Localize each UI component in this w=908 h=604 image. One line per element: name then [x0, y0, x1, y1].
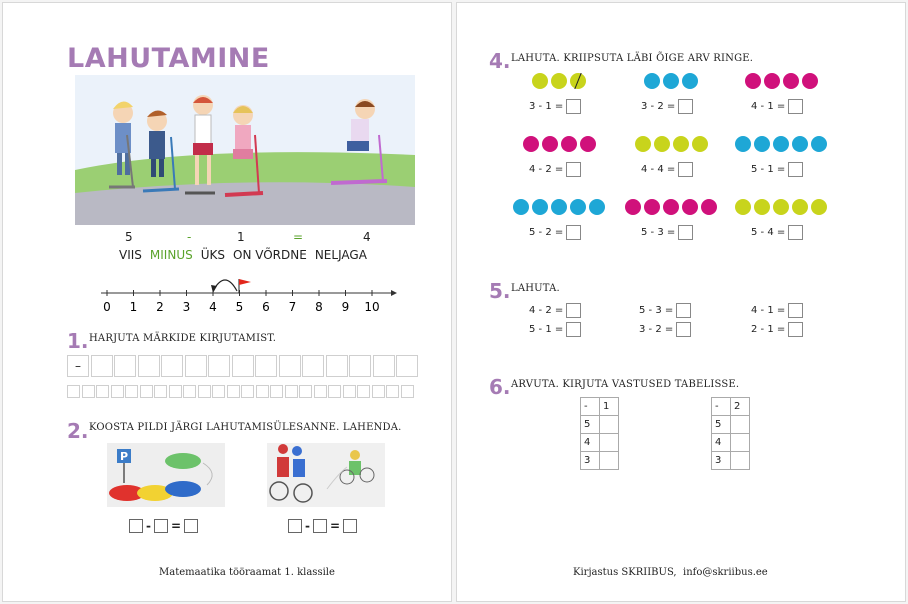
eq-digit-4: 4 [363, 230, 371, 244]
answer-box[interactable] [788, 303, 803, 318]
counting-dot[interactable] [792, 136, 808, 152]
eq-minus: - [187, 230, 192, 244]
subtraction-expression [529, 99, 581, 114]
counting-dot[interactable] [682, 199, 698, 215]
counting-dot[interactable] [532, 199, 548, 215]
task-5-number: 5. [489, 279, 511, 303]
writing-cell-small[interactable] [285, 385, 298, 398]
answer-box[interactable] [788, 225, 803, 240]
writing-cell[interactable]: – [67, 355, 89, 377]
answer-box[interactable] [343, 519, 357, 533]
subtraction-expression [529, 303, 581, 318]
counting-dot[interactable] [635, 136, 651, 152]
subtraction-expression [639, 322, 691, 337]
writing-cell[interactable] [302, 355, 324, 377]
counting-dot[interactable] [764, 73, 780, 89]
writing-cell-small[interactable] [256, 385, 269, 398]
numberline-label: 1 [129, 300, 138, 314]
counting-dot[interactable] [692, 136, 708, 152]
answer-box[interactable] [566, 162, 581, 177]
counting-dot[interactable] [673, 136, 689, 152]
counting-dot[interactable] [663, 73, 679, 89]
word-neljaga: NELJAGA [314, 248, 367, 262]
table-answer-cell[interactable] [731, 434, 750, 452]
counting-dot[interactable] [682, 73, 698, 89]
counting-dot[interactable] [551, 73, 567, 89]
answer-box[interactable] [788, 99, 803, 114]
writing-cell-small[interactable] [212, 385, 225, 398]
writing-cell-small[interactable] [154, 385, 167, 398]
dot-group [625, 199, 720, 215]
numberline-label: 4 [209, 300, 217, 314]
dot-group [745, 73, 821, 89]
expression-text: 4 - 2 = [529, 164, 564, 175]
writing-cell-small[interactable] [372, 385, 385, 398]
right-page [456, 2, 906, 602]
expression-text: 3 - 2 = [641, 101, 676, 112]
task-4-text: LAHUTA. KRIIPSUTA LÄBI ÕIGE ARV RINGE. [511, 53, 754, 64]
table-operator: - [712, 398, 731, 416]
counting-dot[interactable] [811, 136, 827, 152]
writing-cell[interactable] [232, 355, 254, 377]
subtraction-expression [751, 162, 803, 177]
parked-cars-picture [107, 443, 225, 507]
dot-group [635, 136, 711, 152]
parking-sign-letter: P [119, 450, 129, 463]
counting-dot[interactable] [570, 73, 586, 89]
writing-cell[interactable] [138, 355, 160, 377]
minus-sign: - [305, 519, 310, 533]
writing-cell-small[interactable] [357, 385, 370, 398]
table-subtrahend: 1 [600, 398, 619, 416]
dot-group [735, 136, 830, 152]
writing-cell[interactable] [326, 355, 348, 377]
left-footer: Matemaatika tööraamat 1. klassile [159, 567, 335, 578]
table-minuend: 3 [581, 452, 600, 470]
counting-dot[interactable] [754, 136, 770, 152]
subtraction-expression [639, 303, 691, 318]
writing-cell[interactable] [396, 355, 418, 377]
answer-box[interactable] [566, 225, 581, 240]
task-2-answer-left [129, 519, 198, 533]
cyclists-picture [267, 443, 385, 507]
numberline-label: 2 [156, 300, 164, 314]
table-minuend: 5 [712, 416, 731, 434]
table-operator: - [581, 398, 600, 416]
expression-text: 5 - 3 = [639, 305, 674, 316]
answer-box[interactable] [676, 303, 691, 318]
writing-cell-small[interactable] [299, 385, 312, 398]
counting-dot[interactable] [701, 199, 717, 215]
subtraction-expression [751, 303, 803, 318]
counting-dot[interactable] [773, 199, 789, 215]
task-6-text: ARVUTA. KIRJUTA VASTUSED TABELISSE. [511, 379, 740, 390]
word-on-vordne: ON VÕRDNE [233, 248, 307, 262]
writing-cell[interactable] [161, 355, 183, 377]
writing-cell-small[interactable] [169, 385, 182, 398]
task-4-number: 4. [489, 49, 511, 73]
writing-cell[interactable] [114, 355, 136, 377]
task-1-text: HARJUTA MÄRKIDE KIRJUTAMIST. [89, 333, 277, 344]
counting-dot[interactable] [580, 136, 596, 152]
numberline-label: 3 [182, 300, 191, 314]
counting-dot[interactable] [570, 199, 586, 215]
writing-cell-small[interactable] [241, 385, 254, 398]
equation-words [119, 248, 367, 262]
counting-dot[interactable] [735, 199, 751, 215]
counting-dot[interactable] [542, 136, 558, 152]
answer-box[interactable] [788, 322, 803, 337]
publisher: Kirjastus SKRIIBUS, [573, 567, 677, 578]
writing-cell-small[interactable] [183, 385, 196, 398]
counting-dot[interactable] [523, 136, 539, 152]
writing-cell-small[interactable] [125, 385, 138, 398]
task-5-text: LAHUTA. [511, 283, 560, 294]
writing-cell-small[interactable] [314, 385, 327, 398]
writing-cell[interactable] [255, 355, 277, 377]
eq-equals: = [293, 230, 304, 244]
strike-mark [570, 73, 586, 89]
word-uks: ÜKS [200, 248, 225, 262]
writing-cell-small[interactable] [227, 385, 240, 398]
counting-dot[interactable] [663, 199, 679, 215]
writing-cell[interactable] [208, 355, 230, 377]
table-minuend: 5 [581, 416, 600, 434]
writing-cell-small[interactable] [198, 385, 211, 398]
expression-text: 3 - 1 = [529, 101, 564, 112]
expression-text: 2 - 1 = [751, 324, 786, 335]
counting-dot[interactable] [625, 199, 641, 215]
writing-cell-small[interactable] [386, 385, 399, 398]
answer-box[interactable] [154, 519, 168, 533]
writing-cell-small[interactable] [328, 385, 341, 398]
answer-box[interactable] [129, 519, 143, 533]
numberline-label: 6 [262, 300, 270, 314]
subtraction-expression [751, 225, 803, 240]
answer-box[interactable] [566, 303, 581, 318]
subtraction-expression [529, 225, 581, 240]
counting-dot[interactable] [783, 73, 799, 89]
counting-dot[interactable] [644, 199, 660, 215]
table-answer-cell[interactable] [600, 452, 619, 470]
writing-cell[interactable] [91, 355, 113, 377]
subtraction-table [580, 397, 619, 470]
subtraction-expression [751, 99, 803, 114]
expression-text: 3 - 2 = [639, 324, 674, 335]
answer-box[interactable] [566, 322, 581, 337]
counting-dot[interactable] [513, 199, 529, 215]
counting-dot[interactable] [792, 199, 808, 215]
minus-sign: - [146, 519, 151, 533]
children-on-scooters-illustration [75, 75, 415, 225]
subtraction-expression [641, 162, 693, 177]
writing-cell-small[interactable] [140, 385, 153, 398]
counting-dot[interactable] [532, 73, 548, 89]
table-minuend: 3 [712, 452, 731, 470]
table-minuend: 4 [712, 434, 731, 452]
table-answer-cell[interactable] [731, 416, 750, 434]
numberline-label: 10 [364, 300, 380, 314]
word-miinus: MIINUS [149, 248, 193, 262]
writing-cell[interactable] [279, 355, 301, 377]
writing-cell-small[interactable] [401, 385, 414, 398]
word-viis: VIIS [119, 248, 142, 262]
equation-digits [125, 230, 371, 244]
writing-cell-small[interactable] [67, 385, 80, 398]
dot-group [644, 73, 701, 89]
subtraction-expression [529, 322, 581, 337]
expression-text: 4 - 1 = [751, 101, 786, 112]
expression-text: 5 - 2 = [529, 227, 564, 238]
counting-dot[interactable] [745, 73, 761, 89]
answer-box[interactable] [678, 162, 693, 177]
dot-group [513, 199, 608, 215]
left-page [2, 2, 452, 602]
expression-text: 5 - 1 = [751, 164, 786, 175]
writing-cell[interactable] [349, 355, 371, 377]
counting-dot[interactable] [589, 199, 605, 215]
counting-dot[interactable] [811, 199, 827, 215]
numberline-label: 9 [341, 300, 350, 314]
writing-cell-small[interactable] [96, 385, 109, 398]
task-2-text: KOOSTA PILDI JÄRGI LAHUTAMISÜLESANNE. LAHENDA. [89, 422, 402, 433]
expression-text: 4 - 4 = [641, 164, 676, 175]
answer-box[interactable] [313, 519, 327, 533]
dot-group [523, 136, 599, 152]
numberline-label: 0 [103, 300, 111, 314]
eq-digit-5: 5 [125, 230, 133, 244]
subtraction-expression [529, 162, 581, 177]
subtraction-expression [641, 99, 693, 114]
counting-dot[interactable] [773, 136, 789, 152]
counting-dot[interactable] [654, 136, 670, 152]
counting-dot[interactable] [561, 136, 577, 152]
expression-text: 5 - 1 = [529, 324, 564, 335]
writing-cell-small[interactable] [343, 385, 356, 398]
writing-cell[interactable] [185, 355, 207, 377]
task-2-answer-right [288, 519, 357, 533]
counting-dot[interactable] [551, 199, 567, 215]
writing-cell-small[interactable] [111, 385, 124, 398]
page-title: LAHUTAMINE [67, 43, 270, 74]
answer-box[interactable] [788, 162, 803, 177]
writing-cell-small[interactable] [270, 385, 283, 398]
task-2-number: 2. [67, 419, 89, 443]
table-answer-cell[interactable] [600, 434, 619, 452]
table-answer-cell[interactable] [731, 452, 750, 470]
equals-sign: = [329, 519, 341, 533]
table-answer-cell[interactable] [600, 416, 619, 434]
dot-group [532, 73, 589, 89]
answer-box[interactable] [288, 519, 302, 533]
counting-dot[interactable] [754, 199, 770, 215]
expression-text: 4 - 2 = [529, 305, 564, 316]
subtraction-expression [641, 225, 693, 240]
writing-cell-small[interactable] [82, 385, 95, 398]
counting-dot[interactable] [735, 136, 751, 152]
eq-digit-1: 1 [237, 230, 245, 244]
equals-sign: = [170, 519, 182, 533]
writing-cell[interactable] [373, 355, 395, 377]
number-line [99, 273, 399, 318]
publisher-email[interactable]: info@skriibus.ee [683, 567, 768, 578]
expression-text: 5 - 4 = [751, 227, 786, 238]
counting-dot[interactable] [802, 73, 818, 89]
subtraction-expression [751, 322, 803, 337]
task-1-number: 1. [67, 329, 89, 353]
expression-text: 5 - 3 = [641, 227, 676, 238]
answer-box[interactable] [676, 322, 691, 337]
writing-grid-small[interactable] [67, 385, 415, 398]
numberline-label: 8 [315, 300, 323, 314]
dot-group [735, 199, 830, 215]
answer-box[interactable] [678, 99, 693, 114]
numberline-label: 7 [288, 300, 297, 314]
task-6-number: 6. [489, 375, 511, 399]
answer-box[interactable] [566, 99, 581, 114]
table-subtrahend: 2 [731, 398, 750, 416]
writing-grid-large[interactable] [67, 355, 420, 377]
answer-box[interactable] [184, 519, 198, 533]
counting-dot[interactable] [644, 73, 660, 89]
numberline-label: 5 [235, 300, 244, 314]
answer-box[interactable] [678, 225, 693, 240]
subtraction-table [711, 397, 750, 470]
table-minuend: 4 [581, 434, 600, 452]
expression-text: 4 - 1 = [751, 305, 786, 316]
